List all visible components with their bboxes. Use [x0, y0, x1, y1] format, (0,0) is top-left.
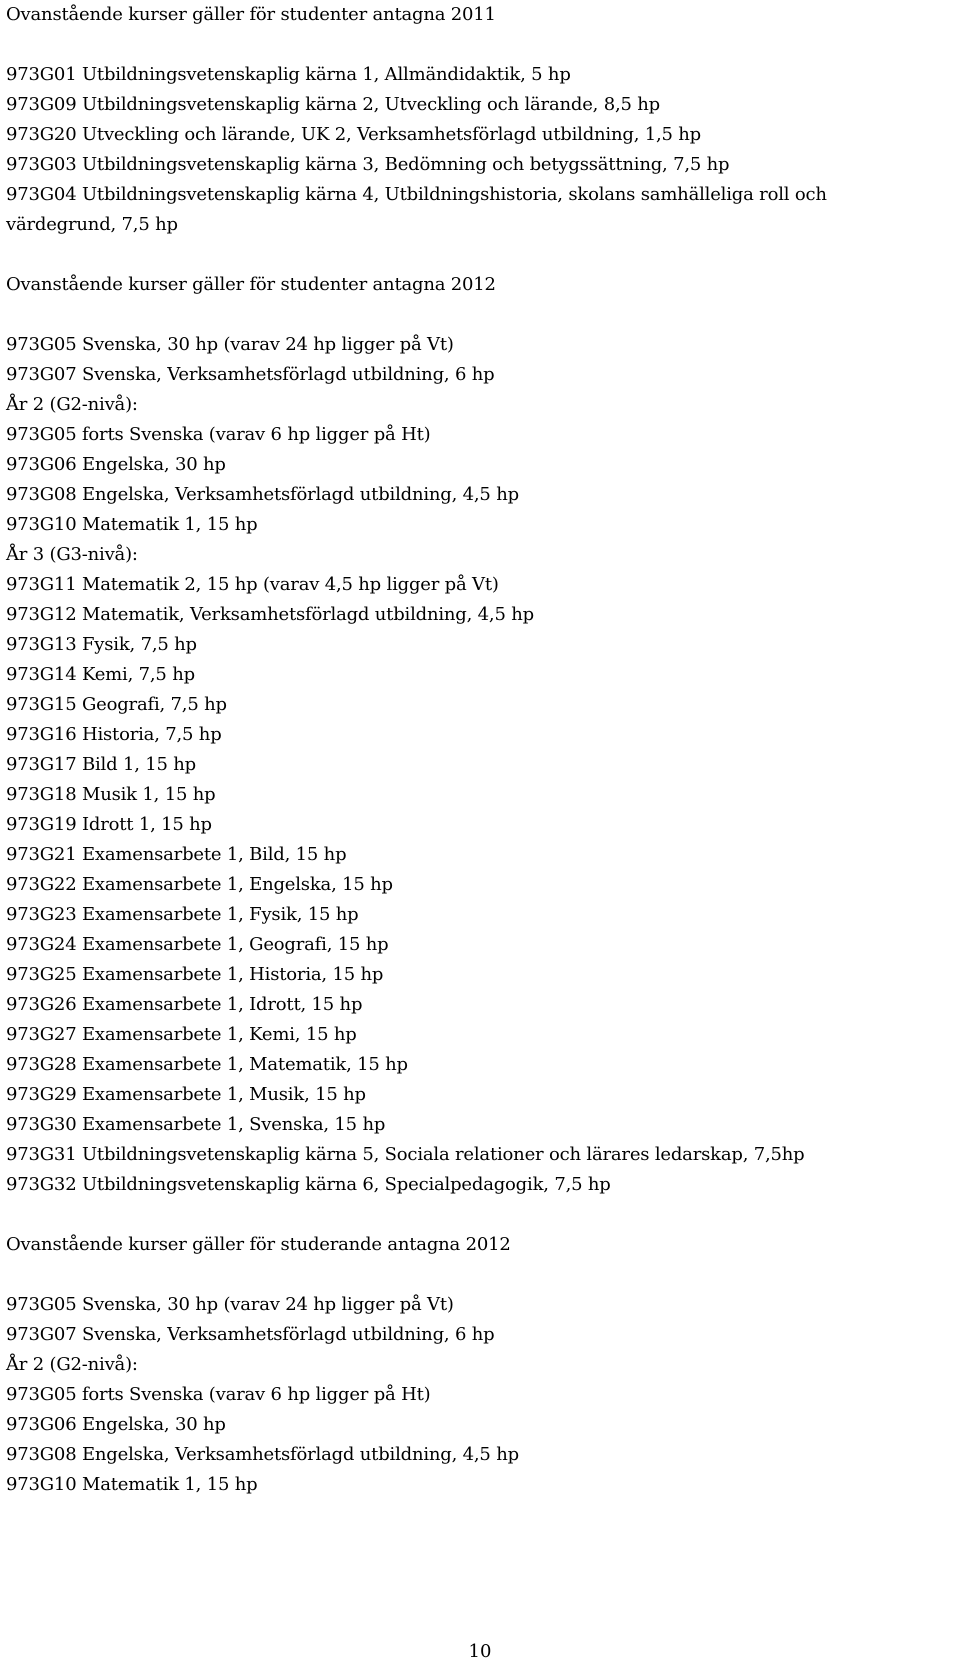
course-line: 973G27 Examensarbete 1, Kemi, 15 hp: [6, 1024, 357, 1045]
section-heading: Ovanstående kurser gäller för studerande antagna 2012: [6, 1234, 511, 1255]
section-heading: Ovanstående kurser gäller för studenter antagna 2011: [6, 4, 496, 25]
course-line: 973G26 Examensarbete 1, Idrott, 15 hp: [6, 994, 363, 1015]
page-number: 10: [468, 1641, 492, 1662]
course-line: 973G29 Examensarbete 1, Musik, 15 hp: [6, 1084, 366, 1105]
course-line: 973G18 Musik 1, 15 hp: [6, 784, 216, 805]
course-line: 973G05 Svenska, 30 hp (varav 24 hp ligger på Vt): [6, 1294, 454, 1315]
course-line: 973G08 Engelska, Verksamhetsförlagd utbildning, 4,5 hp: [6, 1444, 519, 1465]
blank-line: [6, 240, 954, 270]
course-line: 973G32 Utbildningsvetenskaplig kärna 6, Specialpedagogik, 7,5 hp: [6, 1174, 611, 1195]
document-page: [6, 0, 954, 1500]
course-line: 973G14 Kemi, 7,5 hp: [6, 664, 195, 685]
course-line: 973G05 forts Svenska (varav 6 hp ligger på Ht): [6, 1384, 431, 1405]
course-line: 973G05 Svenska, 30 hp (varav 24 hp ligger på Vt): [6, 334, 454, 355]
course-line: År 2 (G2-nivå):: [6, 394, 138, 415]
section-heading: Ovanstående kurser gäller för studenter antagna 2012: [6, 274, 496, 295]
course-line: 973G07 Svenska, Verksamhetsförlagd utbildning, 6 hp: [6, 364, 495, 385]
course-line: 973G25 Examensarbete 1, Historia, 15 hp: [6, 964, 384, 985]
course-line: 973G17 Bild 1, 15 hp: [6, 754, 196, 775]
course-line: 973G03 Utbildningsvetenskaplig kärna 3, Bedömning och betygssättning, 7,5 hp: [6, 154, 730, 175]
course-line: 973G09 Utbildningsvetenskaplig kärna 2, Utveckling och lärande, 8,5 hp: [6, 94, 660, 115]
course-line: 973G10 Matematik 1, 15 hp: [6, 514, 258, 535]
course-line: 973G07 Svenska, Verksamhetsförlagd utbildning, 6 hp: [6, 1324, 495, 1345]
blank-line: [6, 1200, 954, 1230]
course-line: År 3 (G3-nivå):: [6, 544, 138, 565]
course-line: 973G28 Examensarbete 1, Matematik, 15 hp: [6, 1054, 408, 1075]
course-line: 973G13 Fysik, 7,5 hp: [6, 634, 197, 655]
course-line: 973G06 Engelska, 30 hp: [6, 454, 226, 475]
course-line: 973G08 Engelska, Verksamhetsförlagd utbildning, 4,5 hp: [6, 484, 519, 505]
course-line: 973G23 Examensarbete 1, Fysik, 15 hp: [6, 904, 359, 925]
course-line: 973G21 Examensarbete 1, Bild, 15 hp: [6, 844, 347, 865]
course-line: 973G24 Examensarbete 1, Geografi, 15 hp: [6, 934, 389, 955]
course-line: värdegrund, 7,5 hp: [6, 214, 178, 235]
blank-line: [6, 300, 954, 330]
course-line: År 2 (G2-nivå):: [6, 1354, 138, 1375]
course-line: 973G10 Matematik 1, 15 hp: [6, 1474, 258, 1495]
blank-line: [6, 30, 954, 60]
course-line: 973G22 Examensarbete 1, Engelska, 15 hp: [6, 874, 393, 895]
course-line: 973G04 Utbildningsvetenskaplig kärna 4, Utbildningshistoria, skolans samhälleliga roll och: [6, 184, 827, 205]
course-line: 973G15 Geografi, 7,5 hp: [6, 694, 227, 715]
course-line: 973G05 forts Svenska (varav 6 hp ligger på Ht): [6, 424, 431, 445]
course-line: 973G31 Utbildningsvetenskaplig kärna 5, Sociala relationer och lärares ledarskap, 7,5hp: [6, 1144, 805, 1165]
course-line: 973G30 Examensarbete 1, Svenska, 15 hp: [6, 1114, 386, 1135]
course-line: 973G20 Utveckling och lärande, UK 2, Verksamhetsförlagd utbildning, 1,5 hp: [6, 124, 702, 145]
course-line: 973G11 Matematik 2, 15 hp (varav 4,5 hp ligger på Vt): [6, 574, 499, 595]
course-line: 973G01 Utbildningsvetenskaplig kärna 1, Allmändidaktik, 5 hp: [6, 64, 571, 85]
course-line: 973G12 Matematik, Verksamhetsförlagd utbildning, 4,5 hp: [6, 604, 534, 625]
blank-line: [6, 1260, 954, 1290]
document-body: [6, 0, 954, 1500]
course-line: 973G06 Engelska, 30 hp: [6, 1414, 226, 1435]
course-line: 973G16 Historia, 7,5 hp: [6, 724, 222, 745]
course-line: 973G19 Idrott 1, 15 hp: [6, 814, 212, 835]
